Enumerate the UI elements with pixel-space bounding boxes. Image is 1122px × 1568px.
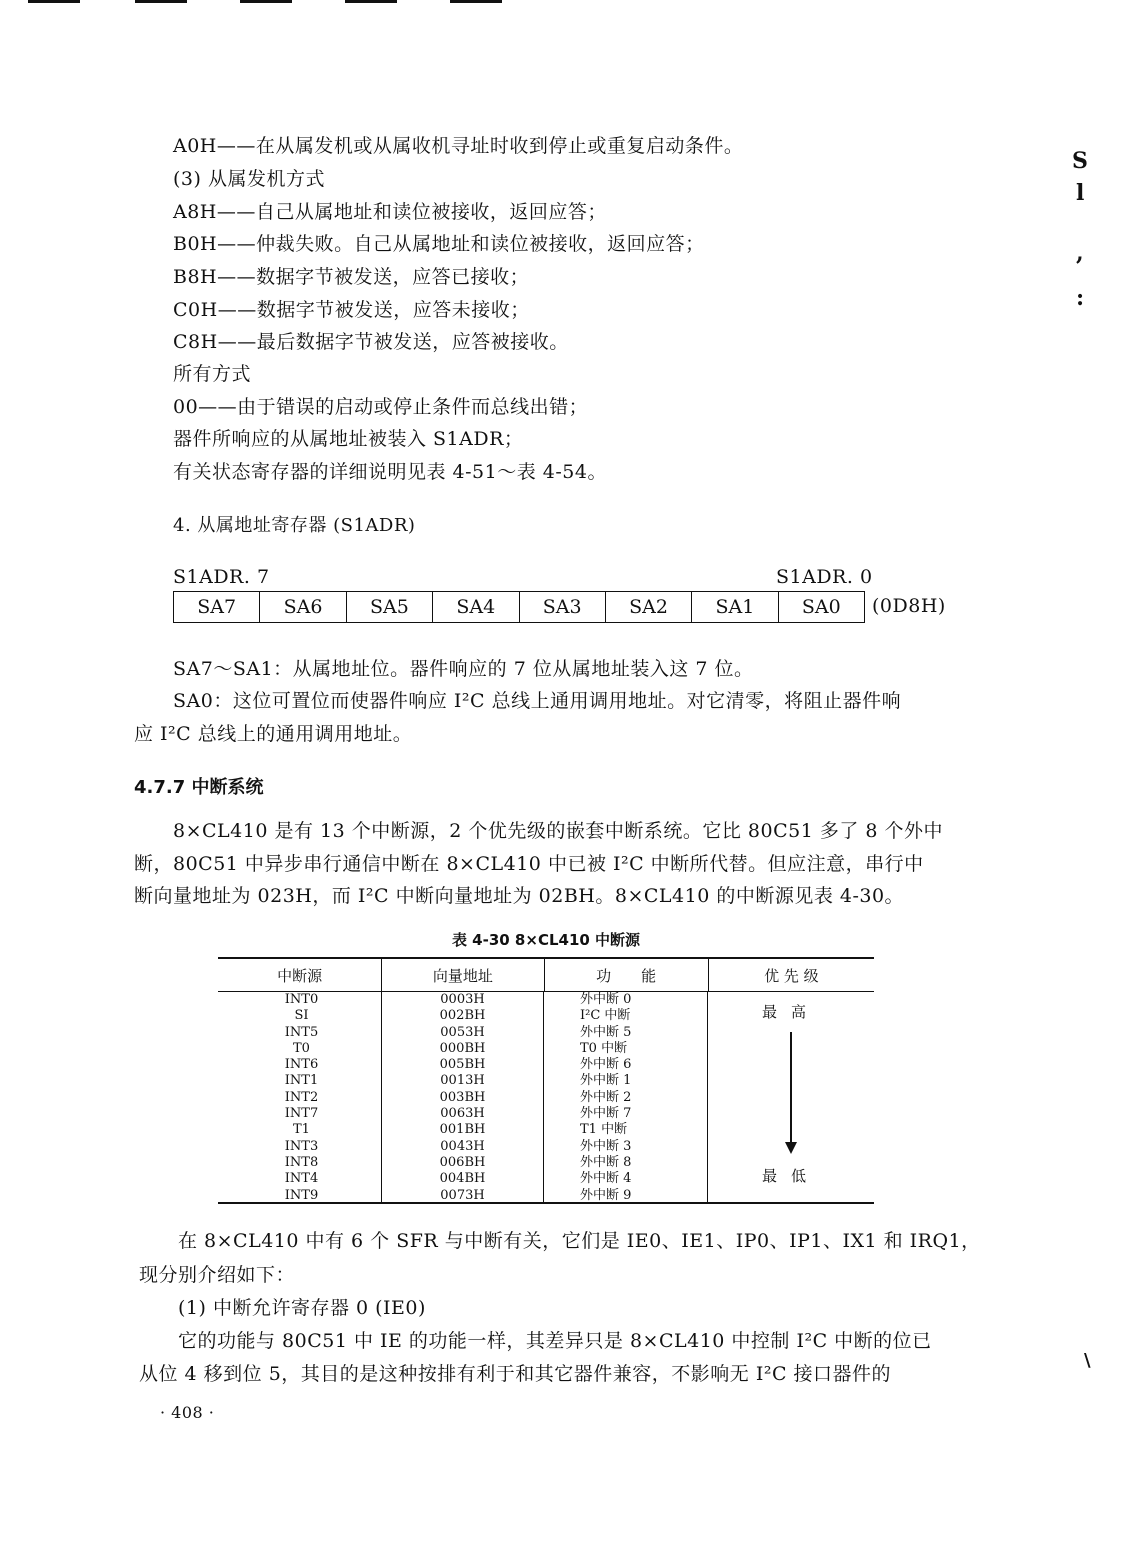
register-bit: SA5 xyxy=(347,592,433,622)
paragraph-line: 8×CL410 是有 13 个中断源，2 个优先级的嵌套中断系统。它比 80C51 多了 8 个外中 xyxy=(173,820,943,842)
table-cell: T0 xyxy=(293,1040,310,1056)
source-column xyxy=(218,992,382,1202)
register-bit: SA0 xyxy=(801,596,841,618)
table-cell: INT7 xyxy=(284,1106,319,1122)
column-header: 优 先 级 xyxy=(764,966,819,985)
register-lsb-label: S1ADR. 0 xyxy=(776,566,873,588)
table-cell: 006BH xyxy=(439,1154,486,1170)
table-cell: INT6 xyxy=(284,1057,319,1073)
register-msb-label: S1ADR. 7 xyxy=(173,566,270,588)
status-line: (3) 从属发机方式 xyxy=(173,168,325,190)
register-bit: SA7 xyxy=(174,592,260,622)
paragraph-line: 断，80C51 中异步串行通信中断在 8×CL410 中已被 I²C 中断所代替。但应注意，串行中 xyxy=(134,853,924,875)
table-cell: 外中断 9 xyxy=(580,1187,632,1203)
table-cell: 005BH xyxy=(439,1057,486,1073)
table-cell: INT0 xyxy=(284,992,319,1007)
table-cell: 004BH xyxy=(439,1171,486,1187)
table-cell: T1 xyxy=(293,1122,310,1138)
paragraph-line: 从位 4 移到位 5，其目的是这种按排有利于和其它器件兼容，不影响无 I²C 接口器件的 xyxy=(139,1363,892,1385)
table-cell: 0003H xyxy=(440,992,485,1007)
table-cell: 000BH xyxy=(439,1040,486,1056)
table-cell: 外中断 8 xyxy=(580,1154,632,1170)
table-cell: 外中断 4 xyxy=(580,1171,632,1187)
paragraph-line: SA0：这位可置位而使器件响应 I²C 总线上通用调用地址。对它清零，将阻止器件响 xyxy=(173,690,902,712)
table-cell: INT9 xyxy=(284,1187,319,1203)
priority-lowest-label: 最低 xyxy=(761,1167,820,1185)
arrow-down-icon xyxy=(785,1142,797,1154)
status-line: C8H——最后数据字节被发送，应答被接收。 xyxy=(173,331,569,353)
status-line: 00——由于错误的启动或停止条件而总线出错； xyxy=(173,396,589,418)
table-cell: INT8 xyxy=(284,1154,319,1170)
scan-top-rule xyxy=(135,0,187,3)
table-cell: 003BH xyxy=(439,1089,486,1105)
column-header: 中断源 xyxy=(218,959,382,991)
margin-scan-mark: : xyxy=(1076,285,1085,311)
vector-column xyxy=(382,992,544,1202)
table-caption: 表 4-30 8×CL410 中断源 xyxy=(451,931,641,949)
status-line: C0H——数据字节被发送，应答未接收； xyxy=(173,299,530,321)
table-cell: 0013H xyxy=(440,1073,485,1089)
margin-scan-mark: S xyxy=(1072,148,1088,174)
register-bit: SA1 xyxy=(692,592,778,622)
table-header xyxy=(218,959,874,992)
table-cell: 外中断 6 xyxy=(580,1057,632,1073)
table-cell: 外中断 3 xyxy=(580,1138,632,1154)
status-line: A0H——在从属发机或从属收机寻址时收到停止或重复启动条件。 xyxy=(173,135,744,157)
scan-top-rule xyxy=(240,0,292,3)
priority-arrow-line xyxy=(790,1032,792,1144)
paragraph-line: 现分别介绍如下： xyxy=(139,1264,296,1286)
priority-highest-label: 最高 xyxy=(761,1003,820,1021)
margin-scan-mark: l xyxy=(1076,180,1085,206)
table-cell: 外中断 1 xyxy=(580,1073,632,1089)
table-cell: INT1 xyxy=(284,1073,319,1089)
table-cell: INT5 xyxy=(284,1024,319,1040)
section-heading: 4.7.7 中断系统 xyxy=(134,777,264,798)
status-line: 所有方式 xyxy=(173,363,252,385)
paragraph-line: SA7～SA1：从属地址位。器件响应的 7 位从属地址装入这 7 位。 xyxy=(173,658,754,680)
paragraph-line: 它的功能与 80C51 中 IE 的功能一样，其差异只是 8×CL410 中控制 I²C 中断的位已 xyxy=(178,1330,932,1352)
register-bit: SA2 xyxy=(606,592,692,622)
table-cell: 外中断 5 xyxy=(580,1024,632,1040)
table-cell: 0043H xyxy=(440,1138,485,1154)
table-cell: INT3 xyxy=(284,1138,319,1154)
status-line: B8H——数据字节被发送，应答已接收； xyxy=(173,266,530,288)
paragraph-line: 在 8×CL410 中有 6 个 SFR 与中断有关，它们是 IE0、IE1、IP0、IP1、IX1 和 IRQ1， xyxy=(178,1230,981,1252)
register-bit: SA3 xyxy=(520,592,606,622)
scan-top-rule xyxy=(450,0,502,3)
margin-scan-mark: \ xyxy=(1084,1350,1091,1371)
table-cell: 0053H xyxy=(440,1024,485,1040)
table-cell: 002BH xyxy=(439,1008,486,1024)
table-cell: 外中断 0 xyxy=(580,992,632,1007)
table-cell: 外中断 7 xyxy=(580,1106,632,1122)
table-cell: T0 中断 xyxy=(580,1040,628,1056)
table-cell: INT2 xyxy=(284,1089,319,1105)
scan-top-rule xyxy=(345,0,397,3)
priority-column xyxy=(708,992,874,1202)
function-column xyxy=(544,992,708,1202)
table-cell: T1 中断 xyxy=(580,1122,628,1138)
table-cell: SI xyxy=(294,1008,309,1024)
table-cell: 0073H xyxy=(440,1187,485,1203)
margin-scan-mark: , xyxy=(1076,240,1084,266)
paragraph-line: (1) 中断允许寄存器 0 (IE0) xyxy=(178,1297,426,1319)
register-address: (0D8H) xyxy=(872,595,946,617)
register-bit: SA6 xyxy=(260,592,346,622)
register-bit: SA4 xyxy=(433,592,519,622)
status-line: 有关状态寄存器的详细说明见表 4-51～表 4-54。 xyxy=(173,461,607,483)
scan-top-rule xyxy=(28,0,80,3)
status-line: A8H——自己从属地址和读位被接收，返回应答； xyxy=(173,201,607,223)
section-title: 4. 从属地址寄存器 (S1ADR) xyxy=(173,515,416,536)
table-cell: 外中断 2 xyxy=(580,1089,632,1105)
paragraph-line: 断向量地址为 023H，而 I²C 中断向量地址为 02BH。8×CL410 的中断源见表 4-30。 xyxy=(134,885,905,907)
status-line: 器件所响应的从属地址被装入 S1ADR； xyxy=(173,428,524,450)
interrupt-source-table xyxy=(218,957,874,1204)
table-cell: 0063H xyxy=(440,1106,485,1122)
table-body xyxy=(218,992,874,1202)
table-cell: I²C 中断 xyxy=(580,1008,631,1024)
s1adr-register xyxy=(173,591,865,623)
page-number: · 408 · xyxy=(160,1403,215,1422)
status-line: B0H——仲裁失败。自己从属地址和读位被接收，返回应答； xyxy=(173,233,705,255)
column-header: 功 能 xyxy=(545,959,709,991)
table-cell: INT4 xyxy=(284,1171,319,1187)
table-cell: 001BH xyxy=(439,1122,486,1138)
column-header: 向量地址 xyxy=(382,959,544,991)
paragraph-line: 应 I²C 总线上的通用调用地址。 xyxy=(134,723,413,745)
